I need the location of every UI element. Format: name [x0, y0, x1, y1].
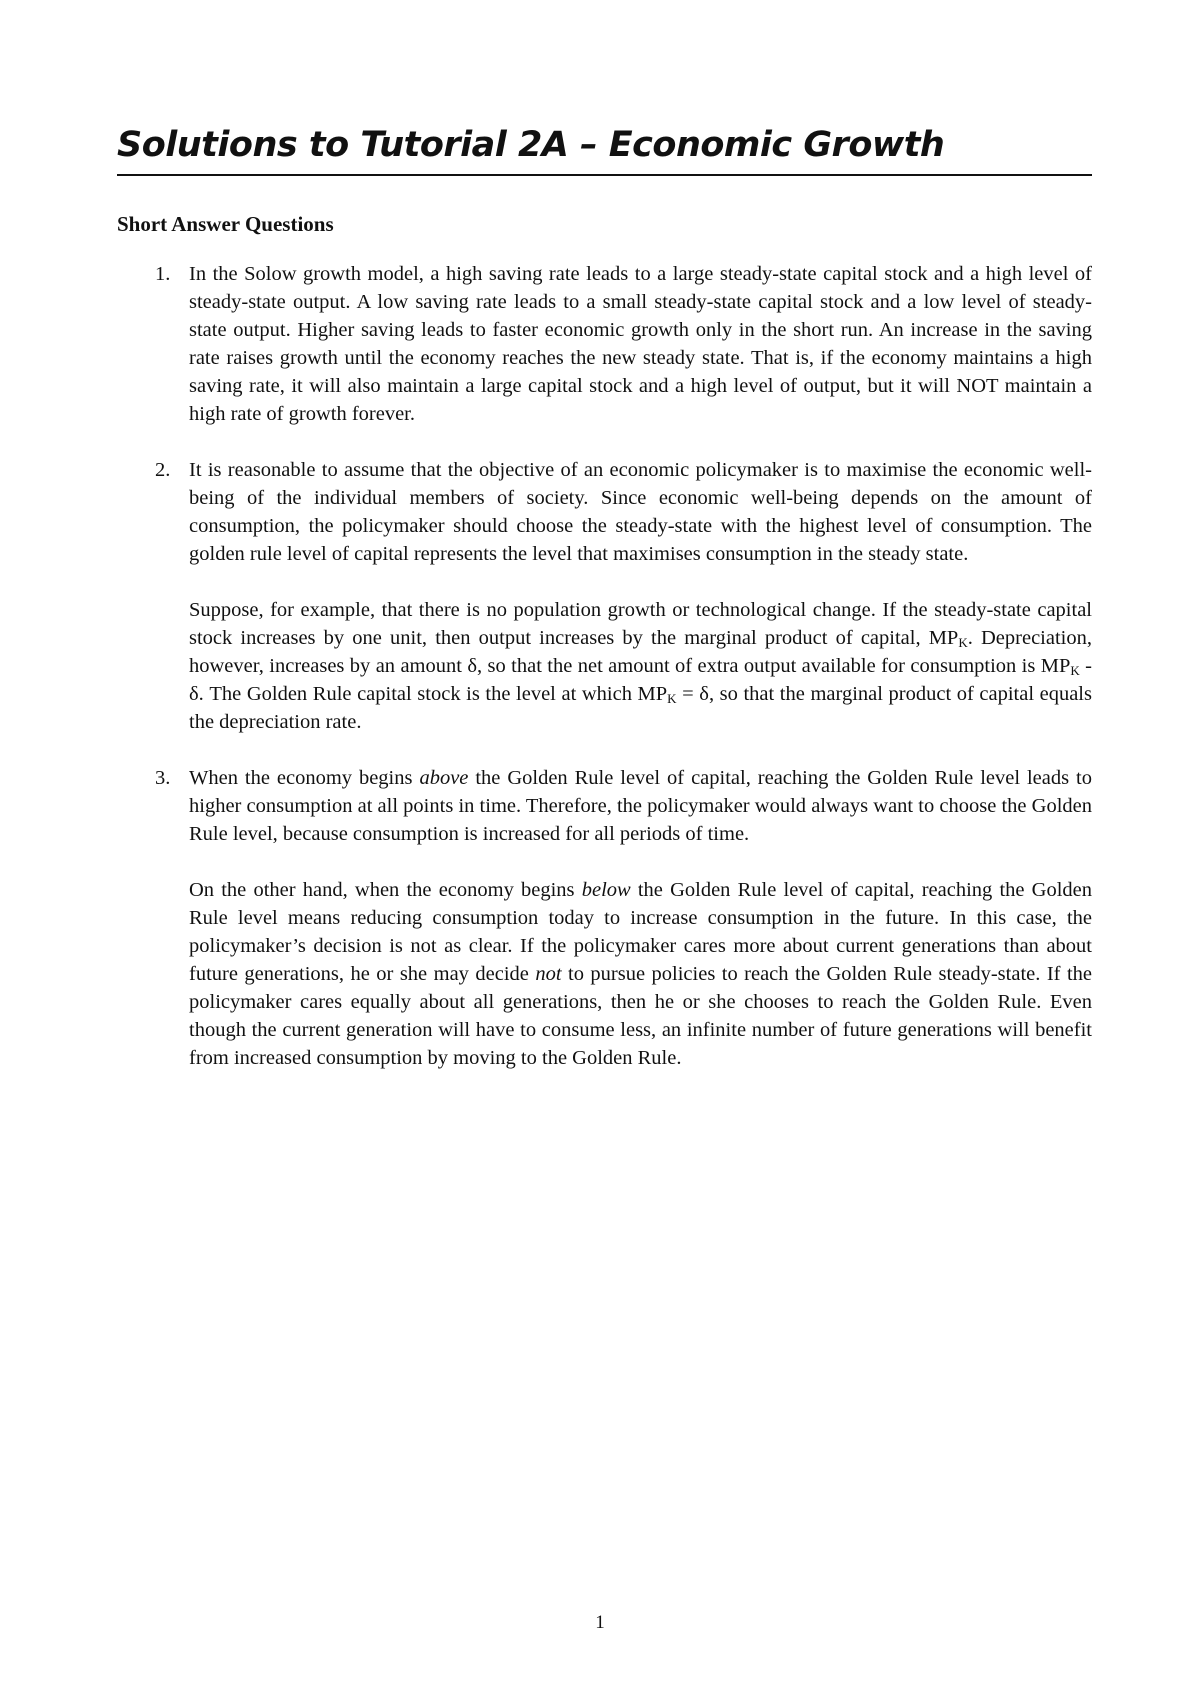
answer-paragraph	[189, 876, 1092, 1072]
subscript: K	[958, 635, 968, 650]
text-run: - δ. The Golden Rule capital stock is the level at which MP	[189, 655, 1093, 705]
question-number: 1.	[155, 263, 171, 285]
text-run: On the other hand, when the economy begins	[189, 879, 582, 901]
answer-paragraph	[189, 764, 1092, 848]
answer-paragraph: In the Solow growth model, a high saving rate leads to a large steady-state capital stock and a high level of steady-state output. A low saving rate leads to a small steady-state capital stock and a low level of steady-state output. Higher saving leads to faster economic growth only in the short run. An increase in the saving rate raises growth until the economy reaches the new steady state. That is, if the economy maintains a high saving rate, it will also maintain a large capital stock and a high level of output, but it will NOT maintain a high rate of growth forever.	[189, 263, 1092, 425]
text-run: . Depreciation, however, increases by an amount δ, so that the net amount of extra output available for consumption is MP	[189, 627, 1092, 677]
emphasis: above	[419, 767, 469, 789]
text-run: the Golden Rule level of capital, reaching the Golden Rule level leads to higher consumption at all points in time. Therefore, the policymaker would always want to choose the Golden Rule level, because consumption is increased for all periods of time.	[189, 767, 1092, 845]
text-run: When the economy begins	[189, 767, 420, 789]
page-number: 1	[595, 1612, 605, 1633]
question-2	[117, 456, 1092, 736]
question-number: 2.	[155, 459, 171, 481]
question-list	[117, 260, 1092, 1100]
answer-paragraph	[189, 596, 1092, 736]
emphasis: not	[535, 963, 562, 985]
question-3	[117, 764, 1092, 1072]
document-title: Solutions to Tutorial 2A – Economic Growth	[117, 118, 1092, 176]
text-run: = δ, so that the marginal product of capital equals the depreciation rate.	[189, 683, 1092, 733]
subscript: K	[667, 691, 677, 706]
text-run: to pursue policies to reach the Golden Rule steady-state. If the policymaker cares equally about all generations, then he or she chooses to reach the Golden Rule. Even though the current generation will have to consume less, an infinite number of future generations will benefit from increased consumption by moving to the Golden Rule.	[189, 963, 1092, 1069]
text-run: the Golden Rule level of capital, reaching the Golden Rule level means reducing consumption today to increase consumption in the future. In this case, the policymaker’s decision is not as clear. If the policymaker cares more about current generations than about future generations, he or she may decide	[189, 879, 1093, 985]
question-number: 3.	[155, 767, 171, 789]
emphasis: below	[581, 879, 631, 901]
section-heading: Short Answer Questions	[117, 212, 334, 236]
question-1	[117, 260, 1092, 428]
answer-paragraph: It is reasonable to assume that the objective of an economic policymaker is to maximise the economic well-being of the individual members of society. Since economic well-being depends on the amount of consumption, the policymaker should choose the steady-state with the highest level of consumption. The golden rule level of capital represents the level that maximises consumption in the steady state.	[189, 459, 1092, 565]
subscript: K	[1070, 663, 1080, 678]
text-run: Suppose, for example, that there is no population growth or technological change. If the steady-state capital stock increases by one unit, then output increases by the marginal product of capital, MP	[189, 599, 1092, 649]
